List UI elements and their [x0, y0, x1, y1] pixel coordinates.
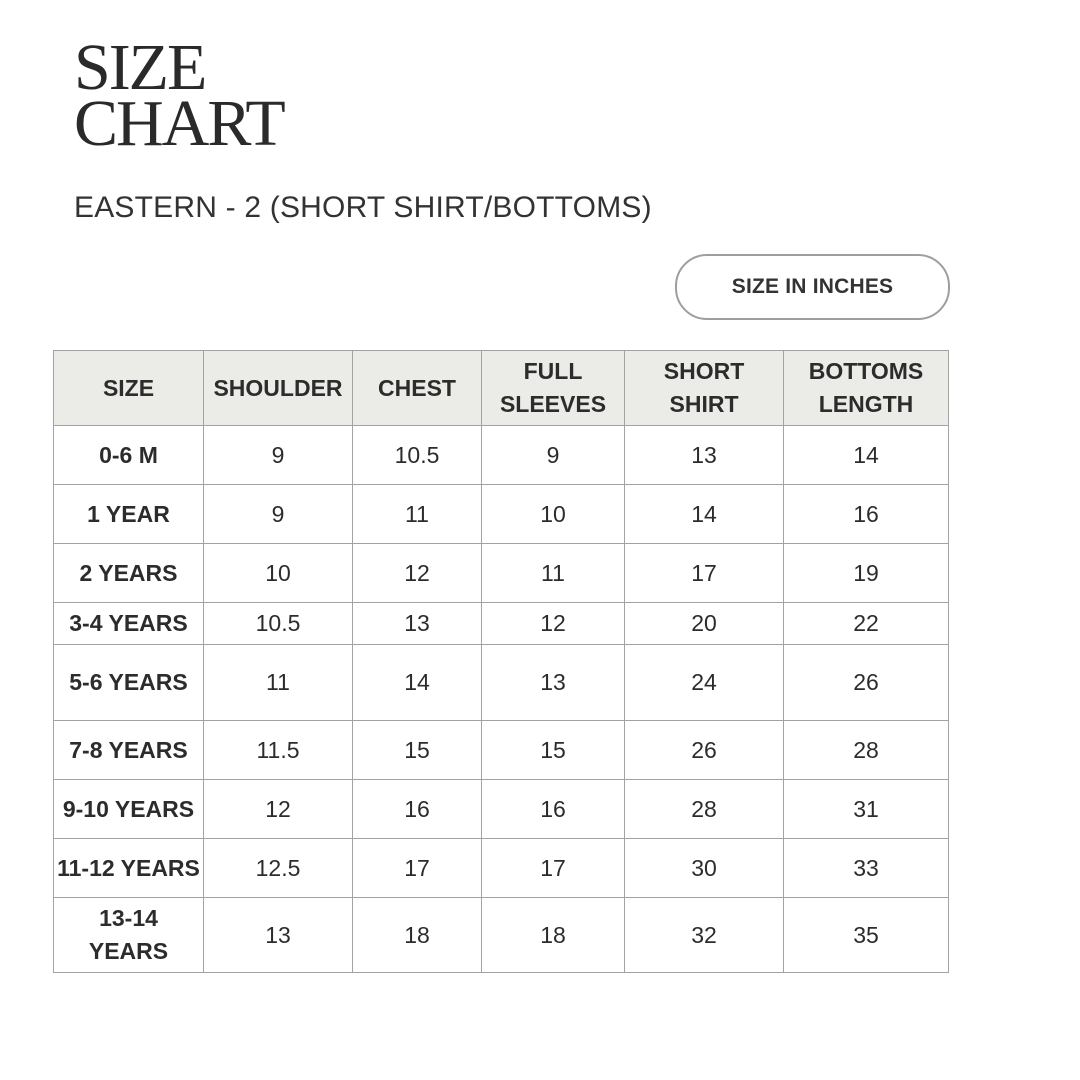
- measurement-cell: 20: [625, 603, 784, 645]
- table-body: [54, 426, 949, 973]
- column-header: [482, 351, 625, 426]
- measurement-cell: 11: [482, 544, 625, 603]
- column-header-text: SIZE: [102, 374, 155, 401]
- measurement-cell: 16: [353, 780, 482, 839]
- measurement-cell: 18: [353, 898, 482, 973]
- size-cell: 5-6 YEARS: [54, 645, 204, 721]
- measurement-cell: 17: [353, 839, 482, 898]
- measurement-cell: 9: [204, 426, 353, 485]
- measurement-cell: 26: [784, 645, 949, 721]
- size-cell: 0-6 M: [54, 426, 204, 485]
- measurement-cell: 14: [353, 645, 482, 721]
- measurement-cell: 9: [482, 426, 625, 485]
- table-row: [54, 426, 949, 485]
- measurement-cell: 9: [204, 485, 353, 544]
- size-cell: 9-10 YEARS: [54, 780, 204, 839]
- measurement-cell: 16: [482, 780, 625, 839]
- column-header-text: FULL: [523, 358, 583, 384]
- measurement-cell: 13: [204, 898, 353, 973]
- column-header-text: BOTTOMS: [808, 358, 924, 384]
- measurement-cell: 12.5: [204, 839, 353, 898]
- measurement-cell: 12: [204, 780, 353, 839]
- column-header: [54, 351, 204, 426]
- measurement-cell: 13: [353, 603, 482, 645]
- table-row: [54, 839, 949, 898]
- measurement-cell: 28: [625, 780, 784, 839]
- column-header-text: LENGTH: [818, 391, 914, 417]
- size-cell: 11-12 YEARS: [54, 839, 204, 898]
- title-line-1: SIZE: [74, 31, 206, 104]
- measurement-cell: 16: [784, 485, 949, 544]
- size-cell: 13-14 YEARS: [54, 898, 204, 973]
- column-header-text: SHORT: [663, 358, 745, 384]
- measurement-cell: 11.5: [204, 721, 353, 780]
- measurement-cell: 32: [625, 898, 784, 973]
- measurement-cell: 10: [204, 544, 353, 603]
- column-header: [625, 351, 784, 426]
- measurement-cell: 12: [482, 603, 625, 645]
- measurement-cell: 15: [482, 721, 625, 780]
- size-cell: 1 YEAR: [54, 485, 204, 544]
- table-row: [54, 721, 949, 780]
- measurement-cell: 33: [784, 839, 949, 898]
- measurement-cell: 13: [625, 426, 784, 485]
- measurement-cell: 19: [784, 544, 949, 603]
- table-row: [54, 544, 949, 603]
- column-header: [353, 351, 482, 426]
- subtitle: EASTERN - 2 (SHORT SHIRT/BOTTOMS): [74, 191, 652, 224]
- measurement-cell: 10: [482, 485, 625, 544]
- column-header: [784, 351, 949, 426]
- measurement-cell: 11: [204, 645, 353, 721]
- measurement-cell: 17: [625, 544, 784, 603]
- measurement-cell: 22: [784, 603, 949, 645]
- size-table: [53, 350, 949, 973]
- measurement-cell: 17: [482, 839, 625, 898]
- column-header-text: SLEEVES: [499, 391, 607, 417]
- measurement-cell: 13: [482, 645, 625, 721]
- page-title: [74, 31, 284, 160]
- measurement-cell: 12: [353, 544, 482, 603]
- column-header-text: CHEST: [378, 374, 456, 401]
- measurement-cell: 30: [625, 839, 784, 898]
- table-row: [54, 898, 949, 973]
- measurement-cell: 14: [784, 426, 949, 485]
- size-cell: 3-4 YEARS: [54, 603, 204, 645]
- measurement-cell: 31: [784, 780, 949, 839]
- header-row: [54, 351, 949, 426]
- table-row: [54, 645, 949, 721]
- measurement-cell: 14: [625, 485, 784, 544]
- size-cell: 2 YEARS: [54, 544, 204, 603]
- table-row: [54, 603, 949, 645]
- measurement-cell: 24: [625, 645, 784, 721]
- table-row: [54, 780, 949, 839]
- measurement-cell: 11: [353, 485, 482, 544]
- measurement-cell: 15: [353, 721, 482, 780]
- measurement-cell: 10.5: [204, 603, 353, 645]
- column-header-text: SHOULDER: [213, 374, 343, 401]
- measurement-cell: 35: [784, 898, 949, 973]
- size-cell: 7-8 YEARS: [54, 721, 204, 780]
- title-line-2: CHART: [74, 87, 284, 160]
- table-row: [54, 485, 949, 544]
- measurement-cell: 18: [482, 898, 625, 973]
- unit-badge: SIZE IN INCHES: [675, 254, 950, 320]
- measurement-cell: 10.5: [353, 426, 482, 485]
- column-header-text: SHIRT: [669, 391, 739, 417]
- measurement-cell: 26: [625, 721, 784, 780]
- measurement-cell: 28: [784, 721, 949, 780]
- table-header: [54, 351, 949, 426]
- column-header: [204, 351, 353, 426]
